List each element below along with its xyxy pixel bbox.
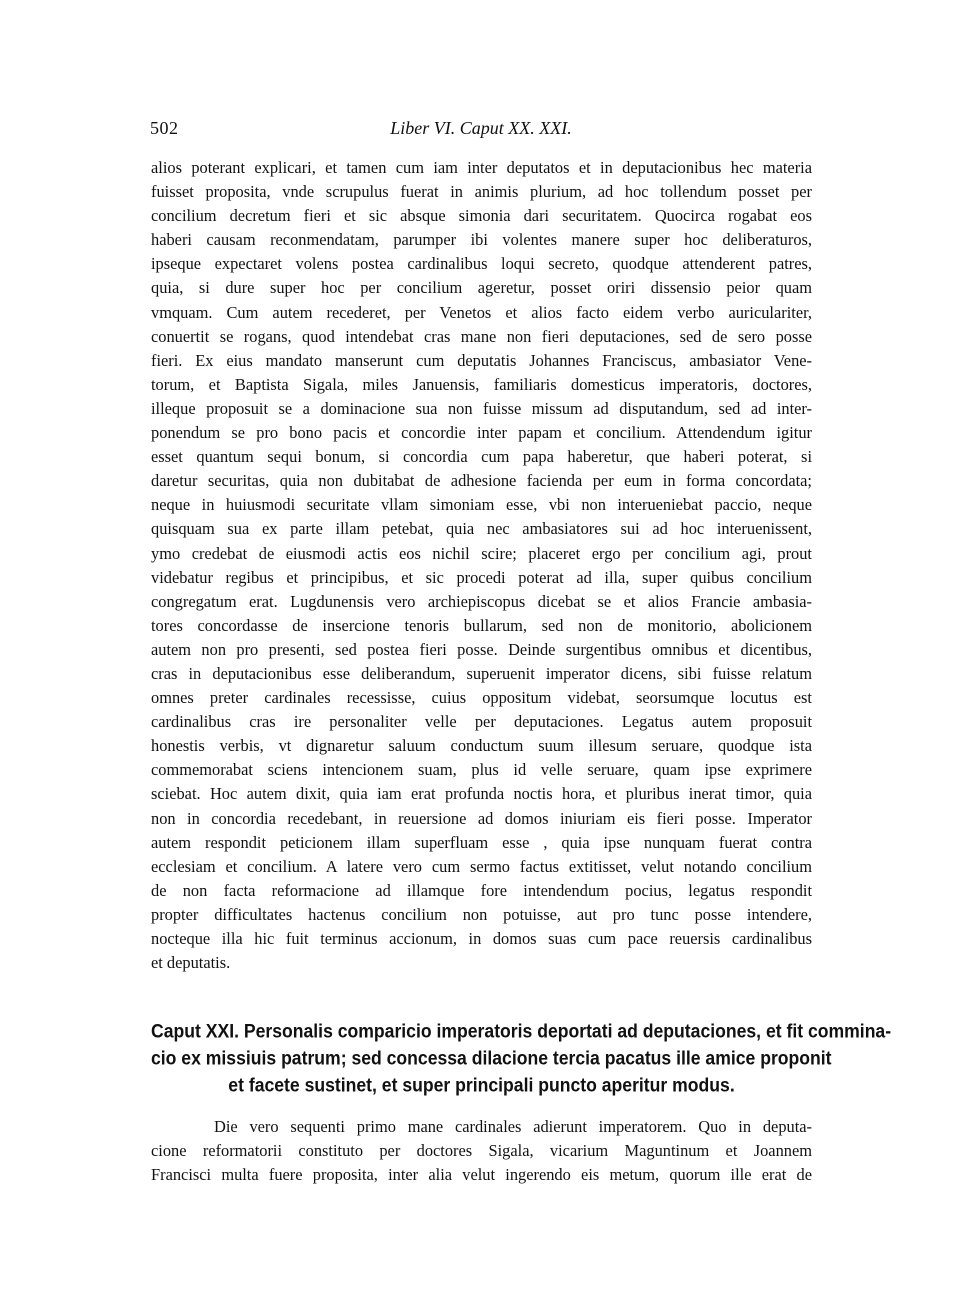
- text-line: honestis verbis, vt dignaretur saluum conductum suum illesum seruare, quodque ista: [151, 736, 812, 756]
- text-line: tores concordasse de insercione tenoris bullarum, sed non de monitorio, abolicionem: [151, 615, 812, 635]
- text-line: autem respondit peticionem illam superfluam esse , quia ipse nunquam fuerat contra: [151, 832, 812, 852]
- text-line: propter difficultates hactenus concilium non potuisse, aut pro tunc posse intendere,: [151, 904, 812, 924]
- text-line: non in concordia recedebant, in reuersione ad domos iniuriam eis fieri posse. Imperator: [151, 808, 812, 828]
- heading-line: et facete sustinet, et super principali puncto aperitur modus.: [228, 1073, 735, 1097]
- body-paragraph-1: [151, 156, 812, 975]
- text-line: ponendum se pro bono pacis et concordie inter papam et concilium. Attendendum igitur: [151, 423, 812, 443]
- text-line: ipseque expectaret volens postea cardinalibus loqui secreto, quodque attenderent patres,: [151, 254, 812, 274]
- text-line: Francisci multa fuere proposita, inter alia velut ingerendo eis metum, quorum ille erat de: [151, 1165, 812, 1185]
- text-line: ecclesiam et concilium. A latere vero cum sermo factus extitisset, velut notando concilium: [151, 856, 812, 876]
- running-head: Liber VI. Caput XX. XXI.: [390, 118, 572, 138]
- text-line: et deputatis.: [151, 953, 231, 973]
- text-line: fieri. Ex eius mandato manserunt cum deputatis Johannes Franciscus, ambasiator Vene-: [151, 350, 812, 370]
- text-line: alios poterant explicari, et tamen cum iam inter deputatos et in deputacionibus hec materia: [151, 158, 812, 177]
- body-paragraph-2: [151, 1115, 812, 1187]
- text-line: cione reformatorii constituto per doctores Sigala, vicarium Maguntinum et Joannem: [151, 1141, 812, 1161]
- text-line: Die vero sequenti primo mane cardinales adierunt imperatorem. Quo in deputa-: [214, 1117, 812, 1136]
- text-line: fuisset proposita, vnde scrupulus fuerat in animis plurium, ad hoc tollendum posset per: [151, 182, 812, 202]
- text-line: congregatum erat. Lugdunensis vero archiepiscopus dicebat se et alios Francie ambasia-: [151, 591, 812, 611]
- text-line: cardinalibus cras ire personaliter velle per deputaciones. Legatus autem proposuit: [151, 712, 812, 732]
- text-line: esset quantum sequi bonum, si concordia cum papa haberetur, que haberi poterat, si: [151, 447, 812, 467]
- text-line: torum, et Baptista Sigala, miles Januensis, familiaris domesticus imperatoris, doctores,: [151, 374, 812, 394]
- text-line: cras in deputacionibus esse deliberandum, superuenit imperator dicens, sibi fuisse relatum: [151, 663, 812, 683]
- text-line: omnes preter cardinales recessisse, cuius oppositum videbat, seorsumque locutus est: [151, 688, 812, 708]
- page-number: 502: [150, 118, 179, 138]
- text-line: quia, si dure super hoc per concilium ageretur, posset oriri dissensio peior quam: [151, 278, 812, 298]
- text-line: neque in huiusmodi securitate vllam simoniam esse, vbi non interueniebat paccio, neque: [151, 495, 812, 515]
- heading-line: Caput XXI. Personalis comparicio imperatoris deportati ad deputaciones, et fit commina-: [151, 1019, 892, 1043]
- text-line: ymo credebat de eiusmodi actis eos nichil scire; placeret ergo per concilium agi, prout: [151, 543, 812, 563]
- text-line: quisquam sua ex parte illam petebat, quia nec ambasiatores sui ad hoc interuenissent,: [151, 519, 812, 539]
- text-line: videbatur regibus et principibus, et sic procedi poterat ad illa, super quibus concilium: [151, 567, 812, 587]
- text-line: nocteque illa hic fuit terminus accionum, in domos suas cum pace reuersis cardinalibus: [151, 929, 812, 948]
- text-line: daretur securitas, quia non dubitabat de adhesione facienda per eum in forma concordata;: [151, 471, 812, 491]
- heading-line: cio ex missiuis patrum; sed concessa dilacione tercia pacatus ille amice proponit: [151, 1046, 832, 1070]
- chapter-heading: [151, 1018, 892, 1099]
- text-line: autem non pro presenti, sed postea fieri posse. Deinde surgentibus omnibus et dicentibus,: [151, 639, 812, 659]
- text-line: haberi causam reconmendatam, parumper ibi volentes manere super hoc deliberaturos,: [151, 230, 812, 250]
- text-line: concilium decretum fieri et sic absque simonia dari securitatem. Quocirca rogabat eos: [151, 206, 812, 226]
- text-line: vmquam. Cum autem recederet, per Venetos et alios facto eidem verbo auriculariter,: [151, 302, 812, 322]
- text-line: conuertit se rogans, quod intendebat cras mane non fieri deputaciones, sed de sero posse: [151, 326, 812, 346]
- text-line: commemorabat sciens intencionem suam, plus id velle seruare, quam ipse exprimere: [151, 760, 812, 780]
- page-header: [150, 118, 812, 142]
- text-line: de non facta reformacione ad illamque fore intendendum pocius, legatus respondit: [151, 880, 812, 900]
- text-line: illeque proposuit se a dominacione sua non fuisse missum ad disputandum, sed ad inter-: [151, 398, 812, 418]
- text-line: sciebat. Hoc autem dixit, quia iam erat profunda noctis hora, et pluribus inerat timor, quia: [151, 784, 812, 804]
